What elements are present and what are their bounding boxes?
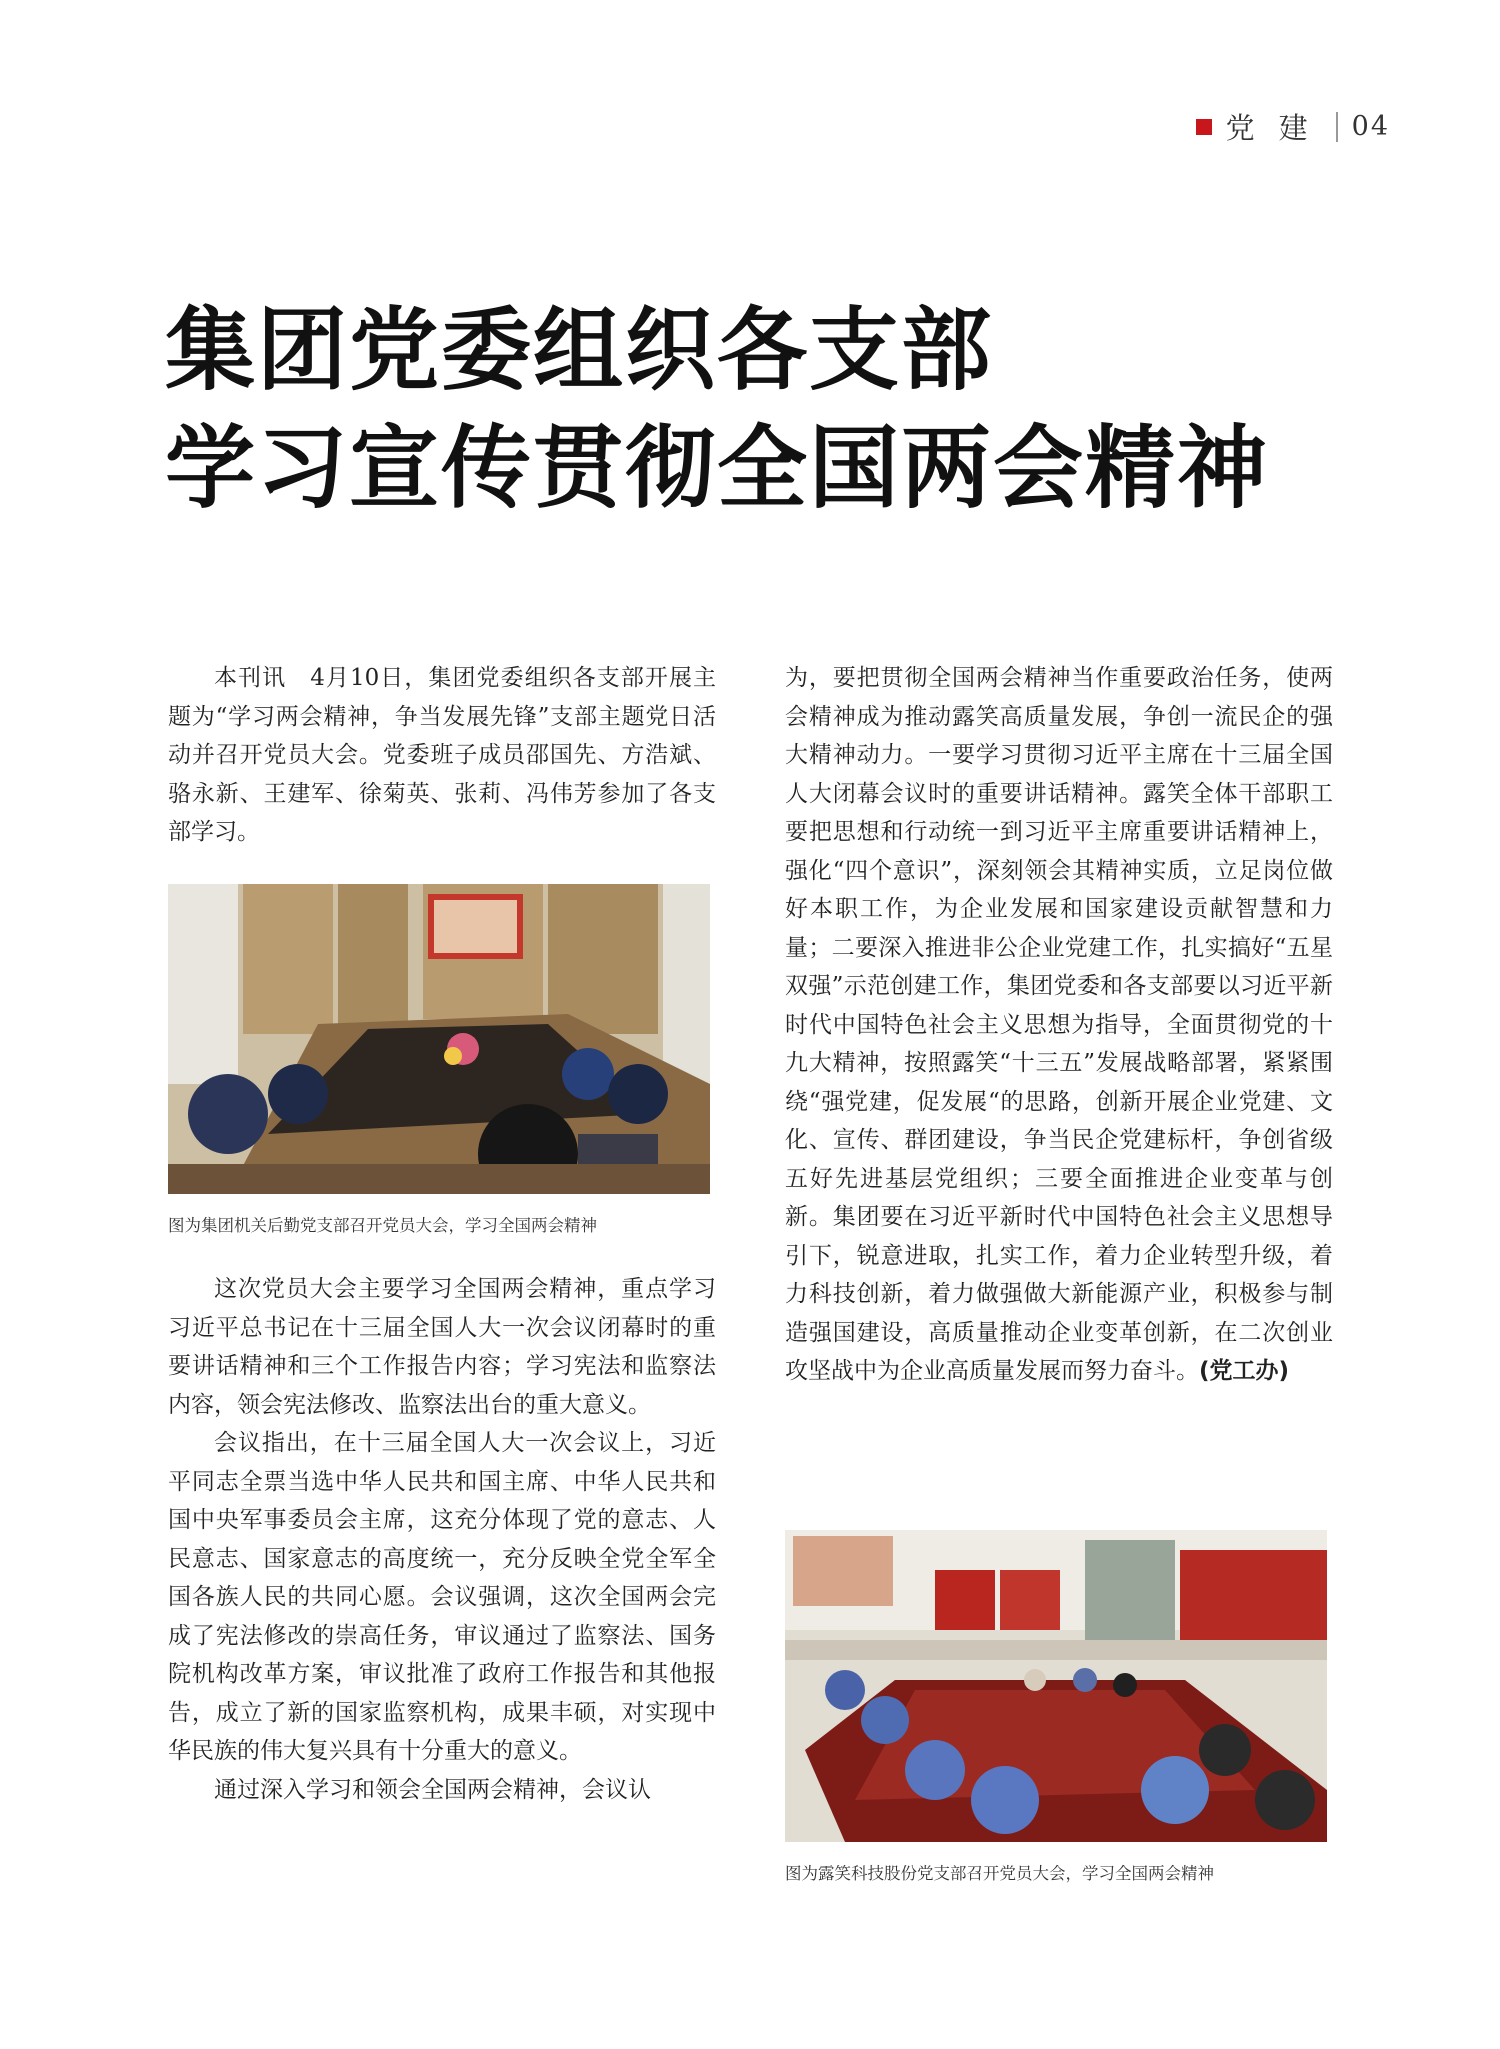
paragraph-2: 这次党员大会主要学习全国两会精神，重点学习习近平总书记在十三届全国人大一次会议闭幕时的重要讲话精神和三个工作报告内容；学习宪法和监察法内容，领会宪法修改、监察法出台的重大意义。 <box>168 1276 716 1418</box>
photo-2-caption: 图为露笑科技股份党支部召开党员大会，学习全国两会精神 <box>785 1864 1214 1883</box>
paragraph-4: 通过深入学习和领会全国两会精神，会议认 <box>214 1776 651 1803</box>
right-column <box>785 659 1333 1391</box>
title-line-2: 学习宣传贯彻全国两会精神 <box>165 416 1269 521</box>
section-label: 党建 <box>1225 111 1332 145</box>
signature: (党工办) <box>1199 1358 1290 1384</box>
article-title <box>165 292 1365 528</box>
right-column-text: 为，要把贯彻全国两会精神当作重要政治任务，使两会精神成为推动露笑高质量发展，争创一流民企的强大精神动力。一要学习贯彻习近平主席在十三届全国人大闭幕会议时的重要讲话精神。露笑全体干部职工要把思想和行动统一到习近平主席重要讲话精神上，强化“四个意识”，深刻领会其精神实质，立足岗位做好本职工作，为企业发展和国家建设贡献智慧和力量；二要深入推进非公企业党建工作，扎实搞好“五星双强”示范创建工作，集团党委和各支部要以习近平新时代中国特色社会主义思想为指导，全面贯彻党的十九大精神，按照露笑“十三五”发展战略部署，紧紧围绕“强党建，促发展“的思路，创新开展企业党建、文化、宣传、群团建设，争当民企党建标杆，争创省级五好先进基层党组织；三要全面推进企业变革与创新。集团要在习近平新时代中国特色社会主义思想导引下，锐意进取，扎实工作，着力企业转型升级，着力科技创新，着力做强做大新能源产业，积极参与制造强国建设，高质量推动企业变革创新，在二次创业攻坚战中为企业高质量发展而努力奋斗。 <box>785 665 1333 1384</box>
meeting-photo-2 <box>785 1530 1327 1842</box>
left-column-bottom <box>168 1270 716 1809</box>
header-divider <box>1336 112 1338 142</box>
meeting-photo-1-image <box>168 884 710 1194</box>
page-number: 04 <box>1351 111 1390 142</box>
paragraph-3: 会议指出，在十三届全国人大一次会议上，习近平同志全票当选中华人民共和国主席、中华人民共和国中央军事委员会主席，这充分体现了党的意志、人民意志、国家意志的高度统一，充分反映全党全军全国各族人民的共同心愿。会议强调，这次全国两会完成了宪法修改的崇高任务，审议通过了监察法、国务院机构改革方案，审议批准了政府工作报告和其他报告，成立了新的国家监察机构，成果丰硕，对实现中华民族的伟大复兴具有十分重大的意义。 <box>168 1430 716 1764</box>
page-header <box>1196 106 1390 147</box>
meeting-photo-1 <box>168 884 710 1194</box>
left-column-top <box>168 659 716 852</box>
right-column-paragraph <box>785 659 1333 1391</box>
photo-1-caption: 图为集团机关后勤党支部召开党员大会，学习全国两会精神 <box>168 1216 597 1235</box>
meeting-photo-2-image <box>785 1530 1327 1842</box>
intro-paragraph: 本刊讯 4月10日，集团党委组织各支部开展主题为“学习两会精神，争当发展先锋”支部主题党日活动并召开党员大会。党委班子成员邵国先、方浩斌、骆永新、王建军、徐菊英、张莉、冯伟芳参加了各支部学习。 <box>168 665 716 845</box>
title-line-1: 集团党委组织各支部 <box>165 298 993 403</box>
red-square-icon <box>1196 119 1212 135</box>
